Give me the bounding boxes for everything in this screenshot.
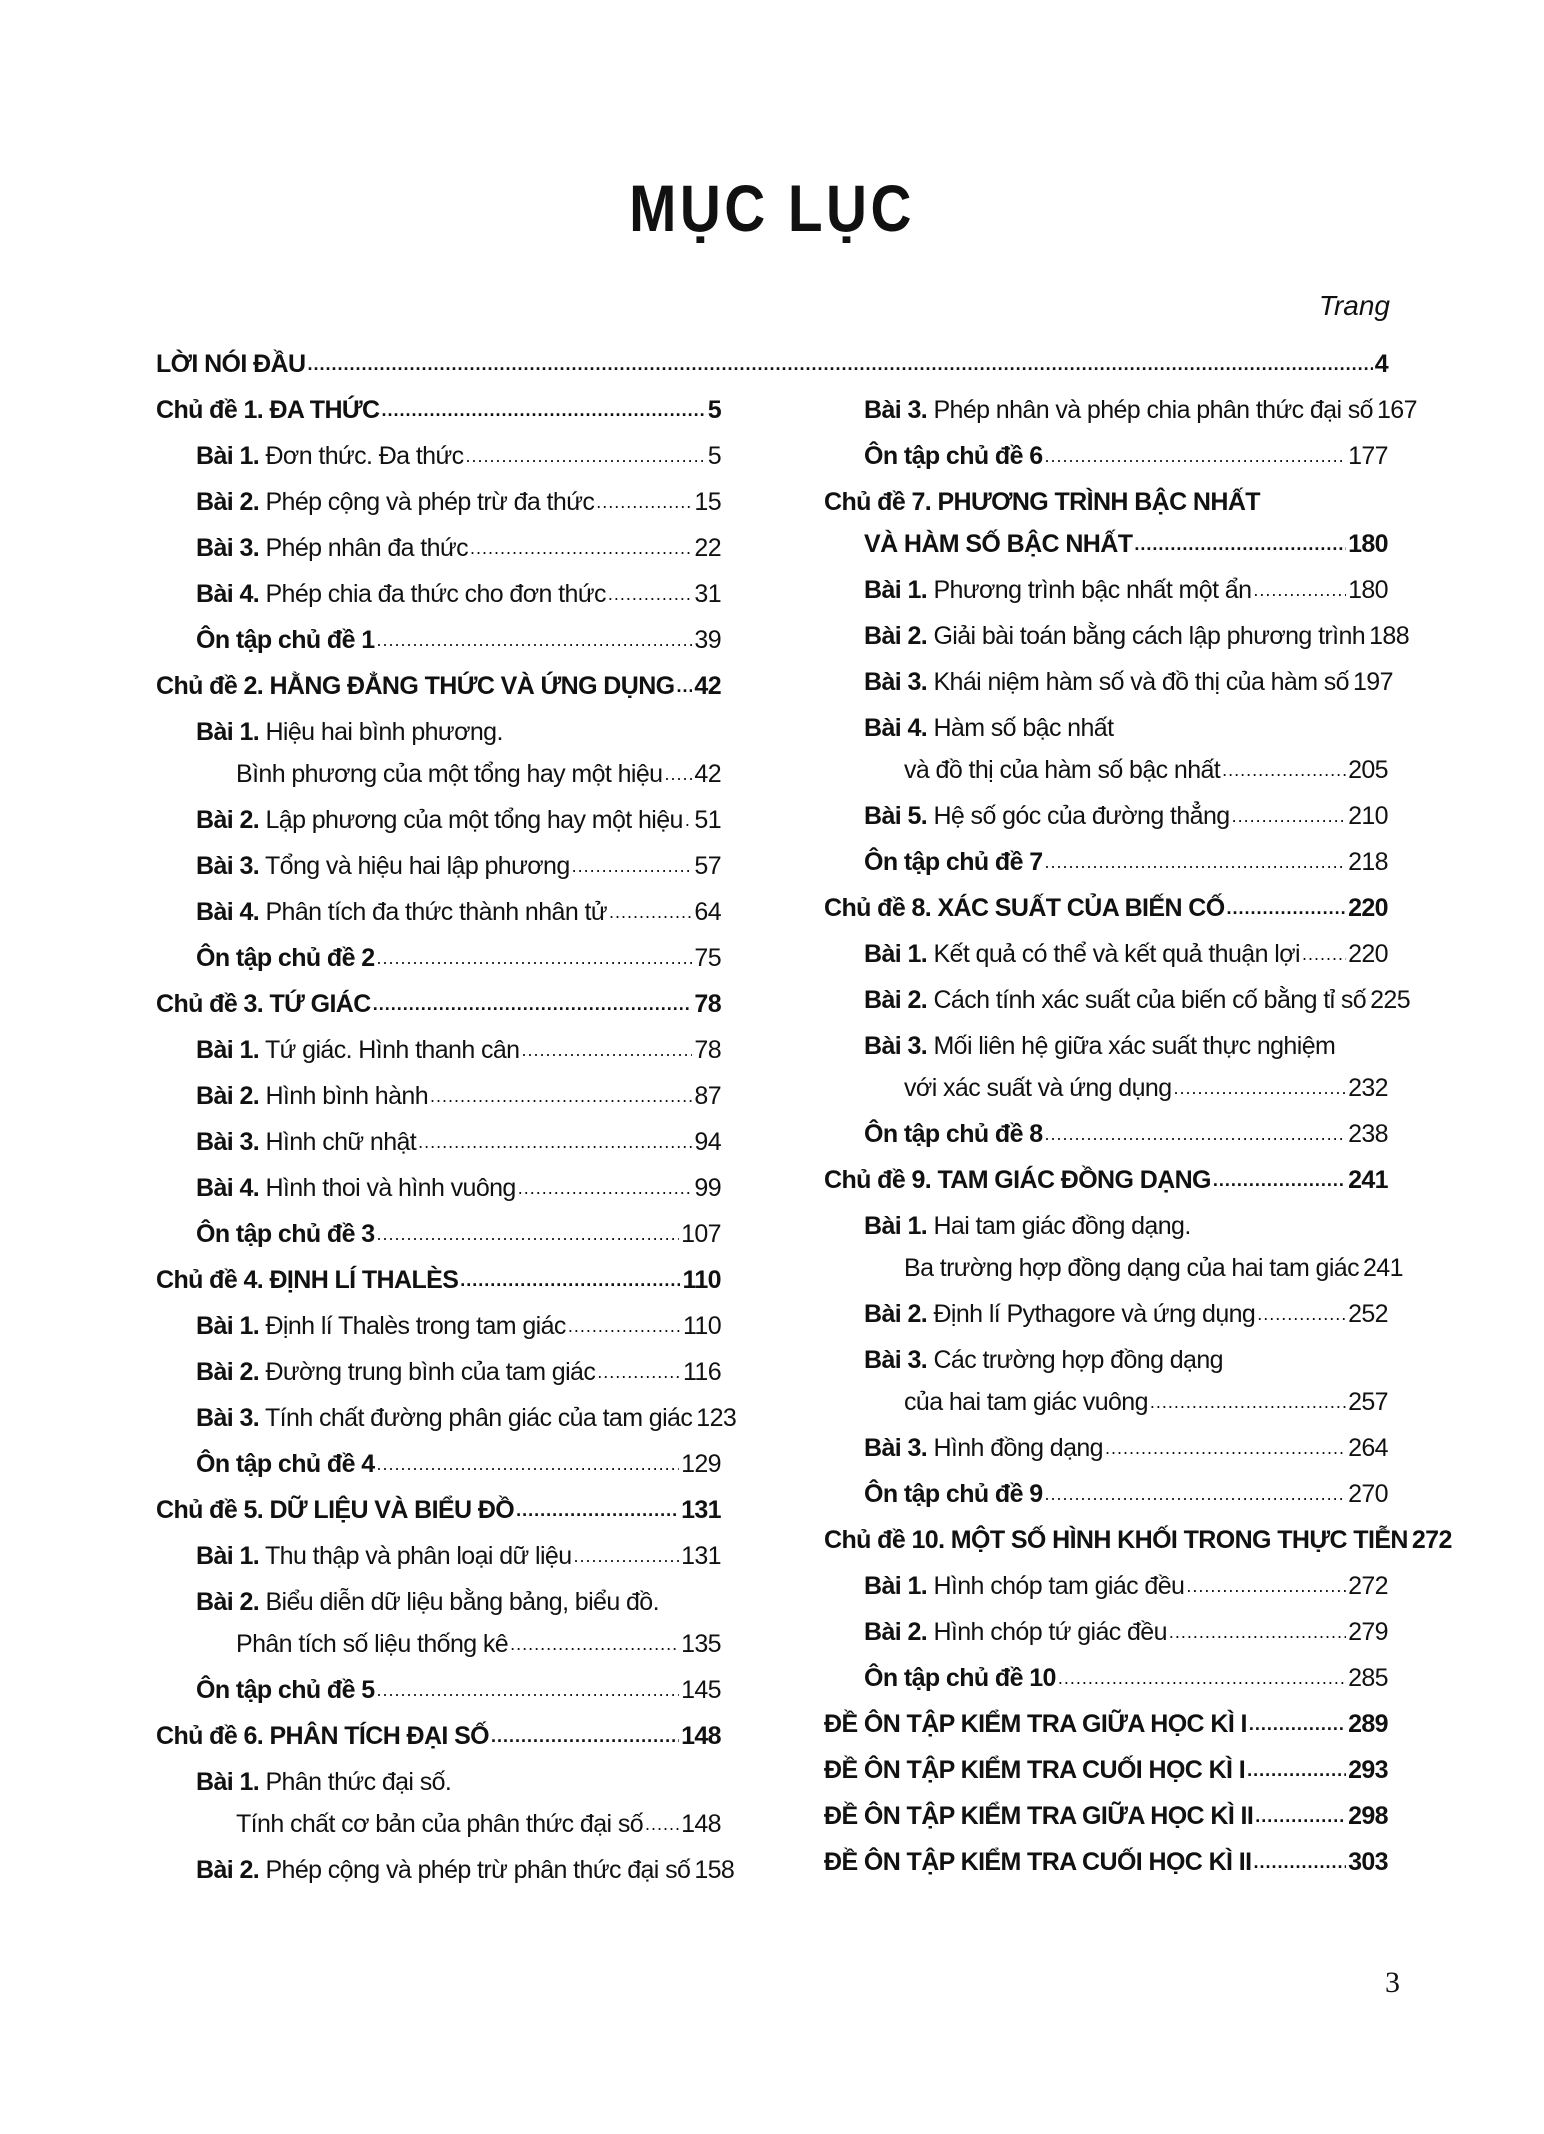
dot-leader [1045,1484,1347,1505]
toc-lesson[interactable] [236,760,721,802]
toc-page: 31 [694,580,721,608]
lesson-title: Tổng và hiệu hai lập phương [259,852,570,880]
toc-page: 116 [682,1358,721,1386]
toc-lesson[interactable] [904,756,1388,798]
toc-lesson[interactable] [196,898,721,940]
toc-chapter-first-line[interactable]: Chủ đề 7. PHƯƠNG TRÌNH BẬC NHẤT [824,488,1260,516]
lesson-title: của hai tam giác vuông [904,1388,1148,1416]
toc-lesson[interactable] [864,668,1393,710]
toc-label: Ôn tập chủ đề 2 [196,944,375,972]
dot-leader [418,1132,692,1153]
lesson-number: Bài 1. [196,718,260,746]
toc-page: 241 [1348,1166,1388,1194]
dot-leader [1249,1714,1346,1735]
toc-label: Chủ đề 1. ĐA THỨC [156,396,380,424]
lesson-number: Bài 2. [196,806,260,834]
dot-leader [1253,580,1346,601]
toc-review[interactable] [864,1120,1388,1162]
toc-review[interactable] [864,442,1388,484]
lesson-title: Phép chia đa thức cho đơn thức [259,580,606,608]
dot-leader [1227,898,1347,919]
toc-exam[interactable] [824,1756,1388,1798]
toc-page: 241 [1363,1254,1403,1282]
toc-page: 238 [1348,1120,1388,1148]
toc-review[interactable] [196,1450,721,1492]
toc-label: Chủ đề 3. TỨ GIÁC [156,990,371,1018]
toc-review[interactable] [196,1676,721,1718]
toc-page: 51 [694,806,721,834]
toc-page: 78 [694,990,721,1018]
toc-lesson-first-line[interactable] [196,1768,451,1810]
toc-entry-intro[interactable] [156,350,1388,392]
toc-page: 5 [707,396,721,424]
toc-page: 148 [681,1722,721,1750]
toc-lesson[interactable] [196,1036,721,1078]
lesson-number: Bài 2. [196,1358,260,1386]
toc-lesson[interactable] [196,442,721,484]
toc-page: 167 [1376,396,1417,424]
toc-lesson-first-line[interactable] [196,718,503,760]
toc-page: 289 [1348,1710,1388,1738]
lesson-title: Hình đồng dạng [927,1434,1103,1462]
lesson-title: Đường trung bình của tam giác [259,1358,596,1386]
toc-chapter[interactable] [864,530,1388,572]
toc-page: 158 [694,1856,735,1884]
toc-lesson[interactable] [236,1630,721,1672]
toc-label: ĐỀ ÔN TẬP KIỂM TRA GIỮA HỌC KÌ I [824,1710,1247,1738]
dot-leader [1186,1576,1346,1597]
lesson-number: Bài 3. [196,1404,260,1432]
lesson-number: Bài 4. [864,714,928,742]
dot-leader [1257,1304,1346,1325]
lesson-title: Kết quả có thể và kết quả thuận lợi [927,940,1300,968]
toc-label: ĐỀ ÔN TẬP KIỂM TRA CUỐI HỌC KÌ II [824,1848,1252,1876]
lesson-number: Bài 1. [864,1572,928,1600]
dot-leader [1105,1438,1346,1459]
lesson-number: Bài 1. [196,442,260,470]
lesson-number: Bài 3. [196,852,260,880]
toc-lesson[interactable] [196,806,721,848]
toc-lesson[interactable] [196,534,721,576]
toc-page: 257 [1348,1388,1388,1416]
dot-leader [470,538,692,559]
dot-leader [572,856,693,877]
toc-page: 131 [681,1496,721,1524]
toc-chapter[interactable] [156,672,721,714]
toc-lesson-first-line[interactable] [864,1032,1335,1074]
toc-lesson[interactable] [864,1618,1388,1660]
lesson-title: Phép cộng và phép trừ phân thức đại số [259,1856,691,1884]
toc-page: 188 [1369,622,1410,650]
dot-leader [597,1362,681,1383]
dot-leader [377,1224,680,1245]
page-column-heading: Trang [1318,290,1390,321]
toc-page: 123 [696,1404,737,1432]
lesson-title: Định lí Thalès trong tam giác [259,1312,566,1340]
lesson-title: Biểu diễn dữ liệu bằng bảng, biểu đồ. [259,1588,659,1616]
toc-chapter[interactable] [824,894,1388,936]
toc-page: 75 [694,944,721,972]
toc-lesson-first-line[interactable] [196,1588,659,1630]
dot-leader [1045,446,1347,467]
dot-leader [1150,1392,1346,1413]
toc-page: 4 [1374,350,1388,378]
dot-leader [1045,852,1347,873]
toc-lesson-first-line[interactable] [864,1346,1223,1388]
toc-page: 220 [1348,894,1388,922]
toc-review[interactable] [864,848,1388,890]
toc-label: Ôn tập chủ đề 9 [864,1480,1043,1508]
toc-page: 285 [1348,1664,1388,1692]
lesson-number: Bài 3. [864,1346,928,1374]
lesson-number: Bài 1. [196,1768,260,1796]
lesson-number: Bài 4. [196,580,260,608]
dot-leader [677,676,693,697]
dot-leader [608,584,693,605]
lesson-number: Bài 1. [864,576,928,604]
lesson-title: Các trường hợp đồng dạng [927,1346,1223,1374]
lesson-title: Hình chóp tứ giác đều [927,1618,1167,1646]
lesson-title: Hàm số bậc nhất [927,714,1114,742]
toc-label: Ôn tập chủ đề 3 [196,1220,375,1248]
toc-label: Ôn tập chủ đề 5 [196,1676,375,1704]
toc-page: 131 [681,1542,721,1570]
toc-label: Ôn tập chủ đề 7 [864,848,1043,876]
toc-lesson[interactable] [864,1300,1388,1342]
dot-leader [1255,1806,1346,1827]
toc-page: 220 [1348,940,1388,968]
lesson-title: Phân thức đại số. [259,1768,452,1796]
toc-lesson[interactable] [904,1254,1403,1296]
toc-review[interactable] [196,626,721,668]
dot-leader [377,1454,680,1475]
lesson-number: Bài 2. [864,1300,928,1328]
toc-chapter[interactable] [824,1166,1388,1208]
dot-leader [377,948,693,969]
toc-page: 148 [681,1810,721,1838]
lesson-number: Bài 3. [864,396,928,424]
toc-label: Ôn tập chủ đề 10 [864,1664,1056,1692]
toc-exam[interactable] [824,1802,1388,1844]
toc-lesson[interactable] [864,1434,1388,1476]
dot-leader [460,1270,680,1291]
lesson-title: và đồ thị của hàm số bậc nhất [904,756,1221,784]
toc-page: 210 [1348,802,1388,830]
dot-leader [1232,806,1347,827]
toc-page: 205 [1348,756,1388,784]
toc-page: 218 [1348,848,1388,876]
toc-label: Chủ đề 10. MỘT SỐ HÌNH KHỐI TRONG THỰC TIỄN [824,1526,1408,1554]
toc-lesson[interactable] [864,396,1417,438]
toc-review[interactable] [196,944,721,986]
lesson-number: Bài 2. [196,1082,260,1110]
toc-label: Ôn tập chủ đề 8 [864,1120,1043,1148]
toc-page: 145 [681,1676,721,1704]
lesson-number: Bài 4. [196,1174,260,1202]
toc-label: Ôn tập chủ đề 1 [196,626,375,654]
toc-lesson[interactable] [864,1572,1388,1614]
toc-page: 57 [694,852,721,880]
lesson-title: Tính chất cơ bản của phân thức đại số [236,1810,644,1838]
lesson-title: Cách tính xác suất của biến cố bằng tỉ số [927,986,1367,1014]
dot-leader [430,1086,692,1107]
toc-review[interactable] [864,1480,1388,1522]
toc-review[interactable] [864,1664,1388,1706]
toc-page: 107 [681,1220,721,1248]
toc-label: LỜI NÓI ĐẦU [156,350,306,378]
toc-lesson[interactable] [196,488,721,530]
toc-lesson[interactable] [864,802,1388,844]
lesson-title: Phương trình bậc nhất một ẩn [927,576,1252,604]
toc-page: 64 [694,898,721,926]
lesson-number: Bài 5. [864,802,928,830]
lesson-number: Bài 3. [864,668,928,696]
dot-leader [373,994,693,1015]
dot-leader [609,902,692,923]
toc-label: Ôn tập chủ đề 6 [864,442,1043,470]
dot-leader [1058,1668,1346,1689]
toc-exam[interactable] [824,1710,1388,1752]
dot-leader [574,1546,680,1567]
toc-lesson[interactable] [904,1388,1388,1430]
lesson-title: Phép nhân và phép chia phân thức đại số [927,396,1373,424]
lesson-number: Bài 2. [864,1618,928,1646]
toc-page: 87 [694,1082,721,1110]
lesson-title: Thu thập và phân loại dữ liệu [259,1542,572,1570]
toc-page: 15 [694,488,721,516]
toc-label: ĐỀ ÔN TẬP KIỂM TRA GIỮA HỌC KÌ II [824,1802,1254,1830]
lesson-title: Tính chất đường phân giác của tam giác [259,1404,693,1432]
lesson-title: Ba trường hợp đồng dạng của hai tam giác [904,1254,1359,1282]
lesson-number: Bài 1. [196,1542,260,1570]
dot-leader [1174,1078,1347,1099]
toc-lesson[interactable] [864,576,1388,618]
lesson-title: Tứ giác. Hình thanh cân [259,1036,520,1064]
toc-page: 135 [681,1630,721,1658]
toc-page: 180 [1348,576,1388,604]
dot-leader [596,492,692,513]
lesson-title: Hai tam giác đồng dạng. [927,1212,1191,1240]
toc-lesson[interactable] [196,852,721,894]
toc-review[interactable] [196,1220,721,1262]
dot-leader [521,1040,692,1061]
dot-leader [1169,1622,1346,1643]
lesson-title: Phân tích số liệu thống kê [236,1630,509,1658]
lesson-title: Lập phương của một tổng hay một hiệu [259,806,683,834]
dot-leader [1253,1852,1346,1873]
lesson-title: Định lí Pythagore và ứng dụng [927,1300,1256,1328]
lesson-number: Bài 3. [864,1434,928,1462]
dot-leader [645,1814,679,1835]
toc-page: 5 [707,442,721,470]
lesson-title: Mối liên hệ giữa xác suất thực nghiệm [927,1032,1336,1060]
toc-page: 232 [1348,1074,1388,1102]
dot-leader [377,630,693,651]
toc-page: 293 [1348,1756,1388,1784]
dot-leader [1213,1170,1346,1191]
lesson-number: Bài 2. [196,1856,260,1884]
toc-page: 180 [1348,530,1388,558]
toc-page: 197 [1353,668,1393,696]
lesson-number: Bài 2. [196,488,260,516]
page-number: 3 [1385,1966,1400,1999]
lesson-title: Phép cộng và phép trừ đa thức [259,488,595,516]
dot-leader [307,354,1372,375]
lesson-title: Hệ số góc của đường thẳng [927,802,1230,830]
toc-chapter[interactable] [156,1496,721,1538]
dot-leader [466,446,706,467]
lesson-number: Bài 4. [196,898,260,926]
lesson-number: Bài 1. [864,940,928,968]
toc-label: Chủ đề 2. HẰNG ĐẲNG THỨC VÀ ỨNG DỤNG [156,672,675,700]
toc-chapter[interactable] [156,396,721,438]
toc-page: 78 [694,1036,721,1064]
toc-lesson[interactable] [196,1542,721,1584]
lesson-number: Bài 1. [864,1212,928,1240]
toc-lesson[interactable] [196,1174,721,1216]
toc-page: 252 [1348,1300,1388,1328]
lesson-number: Bài 2. [864,986,928,1014]
lesson-number: Bài 3. [196,534,260,562]
lesson-number: Bài 3. [864,1032,928,1060]
toc-page: 298 [1348,1802,1388,1830]
dot-leader [510,1634,679,1655]
lesson-number: Bài 2. [864,622,928,650]
lesson-title: Khái niệm hàm số và đồ thị của hàm số [927,668,1349,696]
dot-leader [1222,760,1346,781]
toc-page: 270 [1348,1480,1388,1508]
toc-lesson[interactable] [864,940,1388,982]
toc-lesson[interactable] [864,622,1410,664]
lesson-number: Bài 2. [196,1588,260,1616]
toc-exam[interactable] [824,1848,1388,1890]
dot-leader [518,1178,693,1199]
toc-page: 110 [682,1312,721,1340]
toc-page: 177 [1348,442,1388,470]
toc-lesson[interactable] [236,1810,721,1852]
lesson-title: Hình bình hành [259,1082,429,1110]
toc-chapter[interactable] [156,1722,721,1764]
toc-lesson[interactable] [196,1082,721,1124]
toc-label: Ôn tập chủ đề 4 [196,1450,375,1478]
toc-page: 42 [694,672,721,700]
toc-lesson[interactable] [196,1358,721,1400]
toc-chapter[interactable] [156,1266,721,1308]
toc-lesson[interactable] [864,986,1411,1028]
toc-label: Chủ đề 9. TAM GIÁC ĐỒNG DẠNG [824,1166,1211,1194]
toc-page: 279 [1348,1618,1388,1646]
lesson-title: Đơn thức. Đa thức [259,442,464,470]
lesson-title: Hình chóp tam giác đều [927,1572,1185,1600]
toc-label: Chủ đề 4. ĐỊNH LÍ THALÈS [156,1266,459,1294]
dot-leader [568,1316,681,1337]
toc-lesson[interactable] [196,1128,721,1170]
toc-page: 39 [694,626,721,654]
toc-page: 303 [1348,1848,1388,1876]
dot-leader [664,764,692,785]
dot-leader [382,400,706,421]
toc-label: VÀ HÀM SỐ BẬC NHẤT [864,530,1133,558]
dot-leader [1045,1124,1347,1145]
lesson-title: Giải bài toán bằng cách lập phương trình [927,622,1366,650]
toc-lesson[interactable] [196,1404,737,1446]
toc-label: Chủ đề 6. PHÂN TÍCH ĐẠI SỐ [156,1722,490,1750]
toc-page: 22 [694,534,721,562]
toc-label: Chủ đề 8. XÁC SUẤT CỦA BIẾN CỐ [824,894,1225,922]
dot-leader [1134,534,1346,555]
page-title: MỤC LỤC [629,171,915,245]
toc-lesson[interactable] [196,1312,721,1354]
lesson-number: Bài 3. [196,1128,260,1156]
lesson-title: Hình chữ nhật [259,1128,417,1156]
lesson-number: Bài 1. [196,1312,260,1340]
dot-leader [1247,1760,1346,1781]
lesson-number: Bài 1. [196,1036,260,1064]
toc-chapter[interactable] [824,1526,1452,1568]
toc-lesson[interactable] [196,1856,735,1898]
toc-page: 272 [1348,1572,1388,1600]
dot-leader [1302,944,1346,965]
toc-lesson-first-line[interactable] [864,714,1113,756]
dot-leader [516,1500,679,1521]
toc-lesson-first-line[interactable] [864,1212,1191,1254]
toc-lesson[interactable] [904,1074,1388,1116]
lesson-title: Bình phương của một tổng hay một hiệu [236,760,663,788]
lesson-title: với xác suất và ứng dụng [904,1074,1172,1102]
toc-page: 99 [694,1174,721,1202]
dot-leader [685,810,693,831]
toc-page: 110 [682,1266,721,1294]
toc-page: 264 [1348,1434,1388,1462]
toc-chapter[interactable] [156,990,721,1032]
toc-page: 42 [694,760,721,788]
lesson-title: Phân tích đa thức thành nhân tử [259,898,607,926]
dot-leader [491,1726,679,1747]
lesson-title: Hiệu hai bình phương. [259,718,503,746]
lesson-title: Hình thoi và hình vuông [259,1174,516,1202]
toc-label: ĐỀ ÔN TẬP KIỂM TRA CUỐI HỌC KÌ I [824,1756,1246,1784]
toc-page: 129 [681,1450,721,1478]
toc-page: 225 [1370,986,1411,1014]
toc-page: 272 [1411,1526,1452,1554]
toc-page: 94 [694,1128,721,1156]
toc-lesson[interactable] [196,580,721,622]
toc-label: Chủ đề 5. DỮ LIỆU VÀ BIỂU ĐỒ [156,1496,515,1524]
dot-leader [377,1680,680,1701]
lesson-title: Phép nhân đa thức [259,534,468,562]
